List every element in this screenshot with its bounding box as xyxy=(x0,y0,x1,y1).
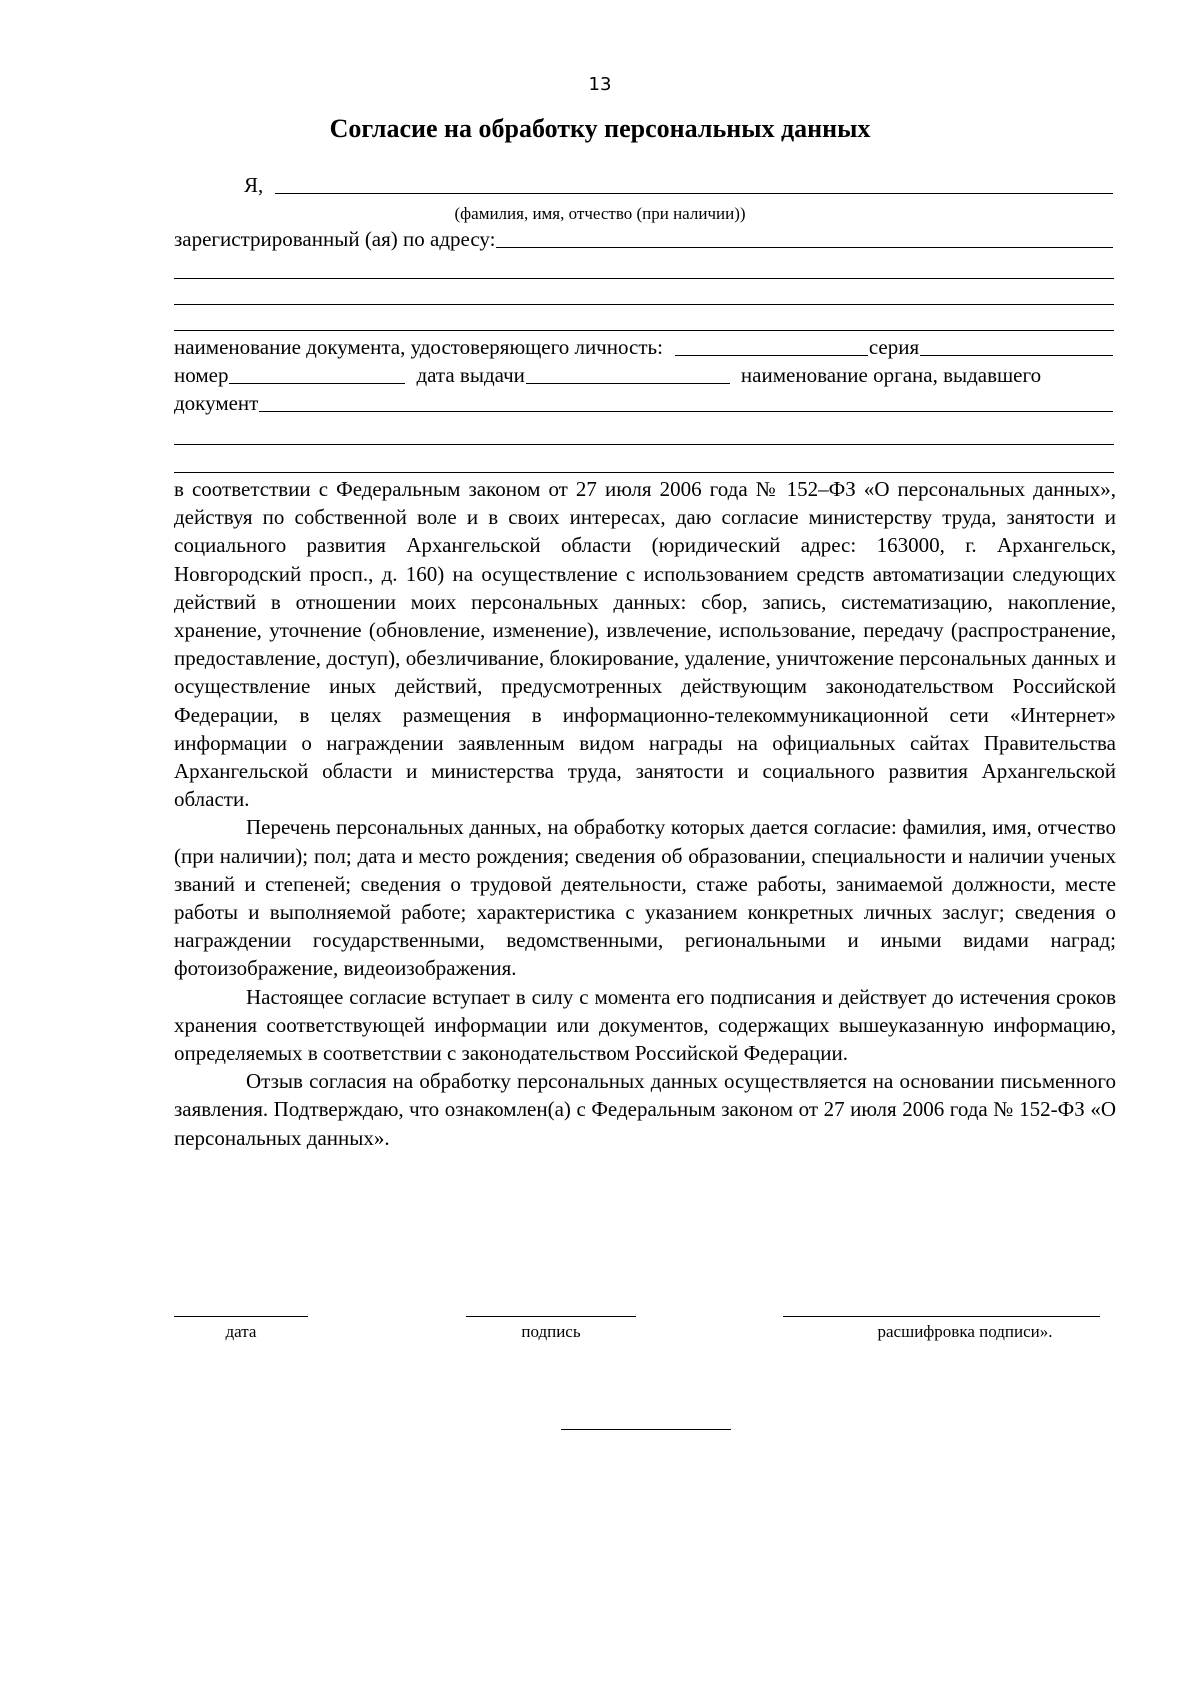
issuing-authority-label: наименование органа, выдавшего xyxy=(740,363,1042,387)
document-issuer-field[interactable] xyxy=(259,391,1113,412)
issue-date-field[interactable] xyxy=(526,363,730,384)
signature-field[interactable] xyxy=(466,1316,636,1317)
signature-label: подпись xyxy=(521,1322,581,1341)
address-field[interactable] xyxy=(496,227,1113,248)
document-line-3[interactable] xyxy=(174,472,1114,473)
number-label: номер xyxy=(174,363,229,387)
page-number: 13 xyxy=(588,74,612,95)
page-title: Согласие на обработку персональных данных xyxy=(329,114,871,143)
consent-paragraph-2: Перечень персональных данных, на обработку которых дается согласие: фамилия, имя, отчество (при наличии); пол; дата и место рождения; сведения об образовании, специальности и наличии ученых званий и степеней; сведения о трудовой деятельности, стаже работы, занимаемой должности, месте работы и выполняемой работе; характеристика с указанием конкретных личных заслуг; сведения о награждении государственными, ведомственными, региональными и иными видами наград; фотоизображение, видеоизображения. xyxy=(174,815,1116,981)
number-row xyxy=(174,362,1114,388)
ya-label: Я, xyxy=(244,173,264,197)
date-signature-field[interactable] xyxy=(174,1316,308,1317)
document-name-row xyxy=(174,334,1114,360)
document-name-label: наименование документа, удостоверяющего личность: xyxy=(174,335,663,359)
issue-date-label: дата выдачи xyxy=(416,363,525,387)
series-label: серия xyxy=(868,335,920,359)
fio-field[interactable] xyxy=(275,173,1113,194)
decoding-signature-field[interactable] xyxy=(783,1316,1100,1317)
address-label: зарегистрированный (ая) по адресу: xyxy=(174,227,496,251)
document-row xyxy=(174,390,1114,416)
address-row xyxy=(174,226,1114,252)
consent-paragraph-4: Отзыв согласия на обработку персональных данных осуществляется на основании письменного заявления. Подтверждаю, что ознакомлен(а) с Федеральным законом от 27 июля 2006 года № 152-ФЗ «О персональных данных». xyxy=(174,1069,1116,1150)
consent-text xyxy=(174,475,1116,1152)
address-line-4[interactable] xyxy=(174,330,1114,331)
series-field[interactable] xyxy=(920,335,1113,356)
consent-paragraph-3: Настоящее согласие вступает в силу с момента его подписания и действует до истечения сроков хранения соответствующей информации или документов, содержащих вышеуказанную информацию, определяемых в соответствии с законодательством Российской Федерации. xyxy=(174,984,1116,1066)
fio-row xyxy=(174,172,1114,198)
address-line-2[interactable] xyxy=(174,278,1114,279)
document-label: документ xyxy=(174,391,259,415)
number-field[interactable] xyxy=(229,363,405,384)
decoding-label: расшифровка подписи». xyxy=(877,1322,1053,1341)
document-line-2[interactable] xyxy=(174,444,1114,445)
address-line-3[interactable] xyxy=(174,304,1114,305)
end-divider xyxy=(561,1429,731,1430)
document-name-field[interactable] xyxy=(675,335,868,356)
fio-caption: (фамилия, имя, отчество (при наличии)) xyxy=(454,204,746,223)
consent-paragraph-1: в соответствии с Федеральным законом от 27 июля 2006 года № 152–ФЗ «О персональных данных», действуя по собственной воле и в своих интересах, даю согласие министерству труда, занятости и социального развития Архангельской области (юридический адрес: 163000, г. Архангельск, Новгородский просп., д. 160) на осуществление с использованием средств автоматизации следующих действий в отношении моих персональных данных: сбор, запись, систематизацию, накопление, хранение, уточнение (обновление, изменение), извлечение, использование, передачу (распространение, предоставление, доступ), обезличивание, блокирование, удаление, уничтожение персональных данных и осуществление иных действий, предусмотренных действующим законодательством Российской Федерации, в целях размещения в информационно-телекоммуникационной сети «Интернет» информации о награждении заявленным видом награды на официальных сайтах Правительства Архангельской области и министерства труда, занятости и социального развития Архангельской области. xyxy=(174,477,1116,812)
date-label: дата xyxy=(225,1322,257,1341)
